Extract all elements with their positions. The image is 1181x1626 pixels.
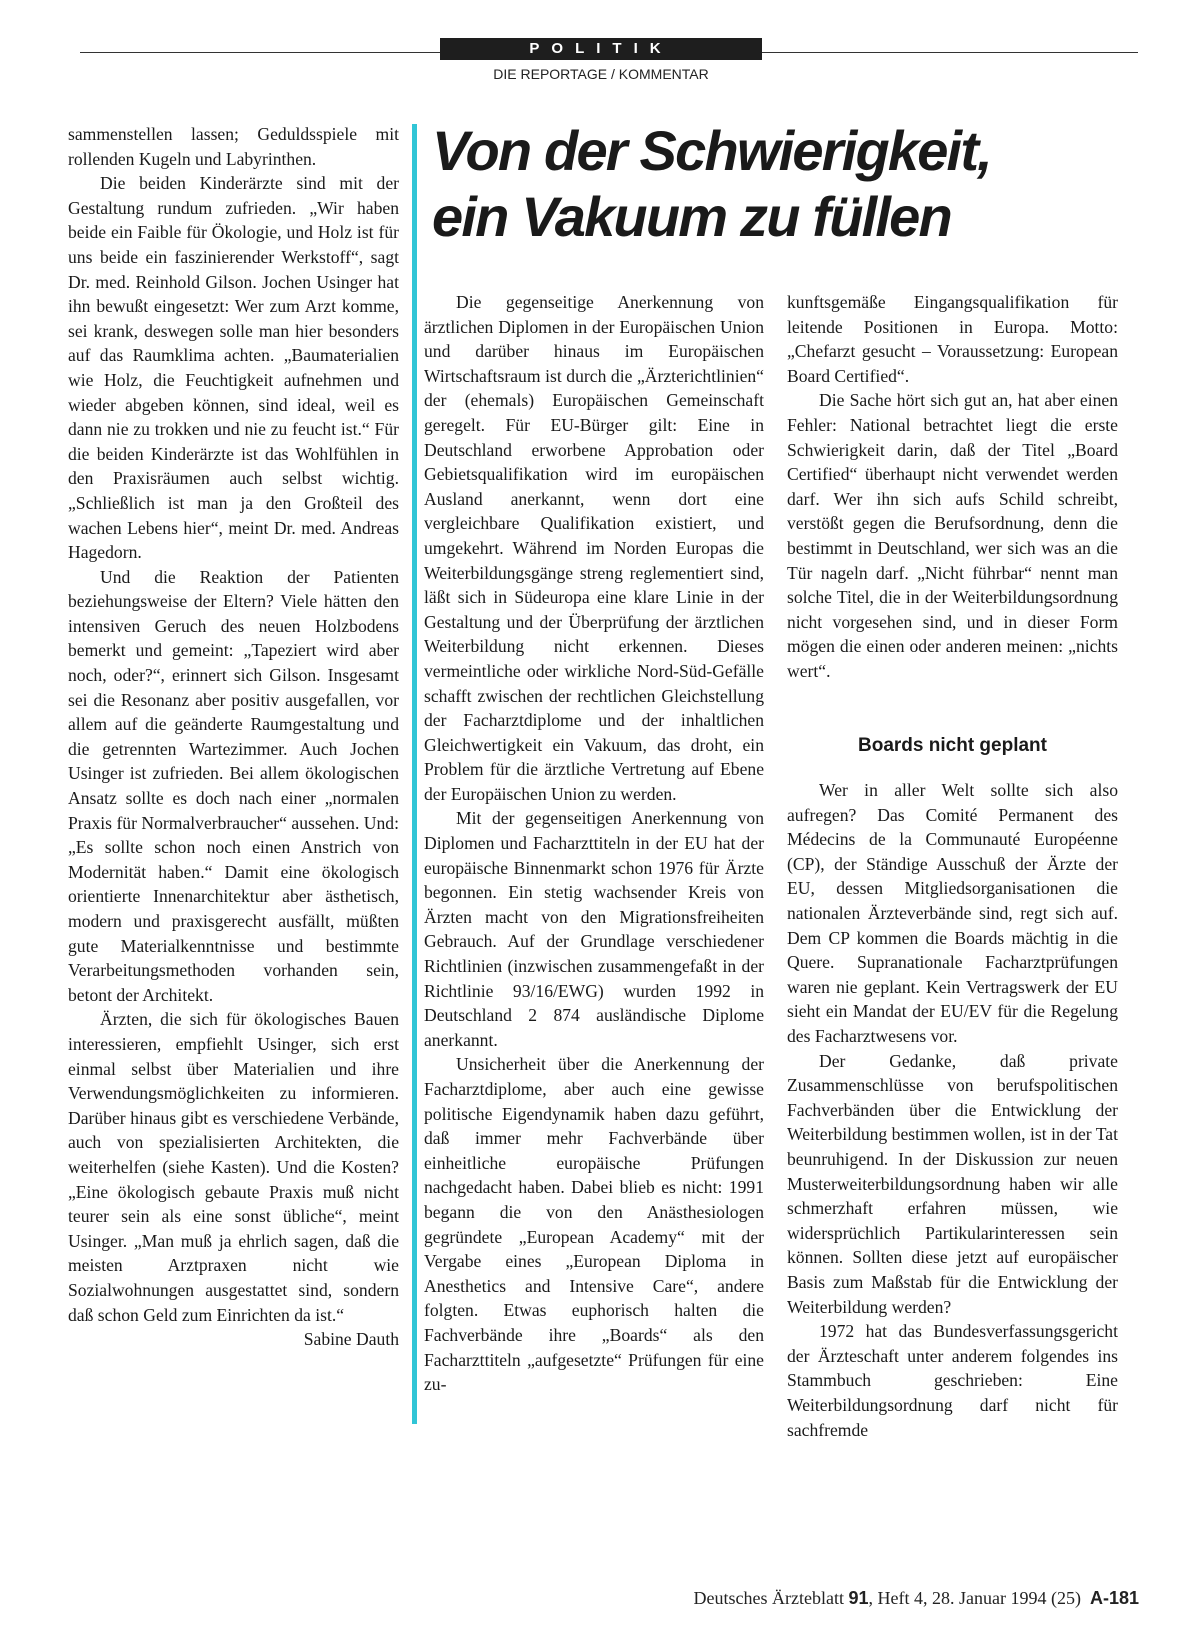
paragraph: Wer in aller Welt sollte sich also aufregen? Das Comité Permanent des Médecins de la Communauté Européenne (CP), der Ständige Ausschuß der Ärzte der EU, dessen Mitgliedsorganisationen die nationalen Ärzteverbände sind, regt sich auf. Dem CP kommen die Boards mächtig in die Quere. Supranationale Facharztprüfungen waren nie geplant. Kein Vertragswerk der EU sieht ein Mandat der EU/EV für die Regelung des Facharztwesens vor. <box>787 780 1118 1047</box>
paragraph: Die Sache hört sich gut an, hat aber einen Fehler: National betrachtet liegt die erste Schwierigkeit darin, daß der Titel „Board Certified“ überhaupt nicht verwendet werden darf. Wer ihn sich aufs Schild schreibt, verstößt gegen die Berufsordnung, denn die bestimmt in Deutschland, wer sich was an die Tür nageln darf. „Nicht führbar“ nennt man solche Titel, die in der Weiterbildungsordnung nicht vorgesehen sind, und in dieser Form mögen die einen oder anderen meinen: „nichts wert“. <box>787 390 1118 681</box>
headline-line-1: Von der Schwierigkeit, <box>432 119 991 182</box>
author-byline: Sabine Dauth <box>303 1329 399 1350</box>
paragraph: Unsicherheit über die Anerkennung der Facharztdiplome, aber auch eine gewisse politische Eigendynamik haben dazu geführt, daß immer mehr Fachverbände über einheitliche europäische Prüfungen nachgedacht haben. Dabei blieb es nicht: 1991 begann die von den Anästhesiologen gegründete „European Academy“ mit der Vergabe eines „European Diploma in Anesthetics and Intensive Care“, andere folgten. Etwas euphorisch halten die Fachverbände ihre „Boards“ als den Facharzttiteln „aufgesetzte“ Prüfungen für eine zu- <box>424 1054 764 1395</box>
paragraph: Die gegenseitige Anerkennung von ärztlichen Diplomen in der Europäischen Union und darüber hinaus im Europäischen Wirtschaftsraum ist durch die „Ärzterichtlinien“ der (ehemals) Europäischen Gemeinschaft geregelt. Für EU-Bürger gilt: Eine in Deutschland erworbene Approbation oder Gebietsqualifikation wird im europäischen Ausland anerkannt, wenn dort eine vergleichbare Qualifikation existiert, und umgekehrt. Während im Norden Europas die Weiterbildungsgänge streng reglementiert sind, läßt sich in Südeuropa eine klare Linie in der Gestaltung und der Überprüfung der ärztlichen Weiterbildung nicht erkennen. Dieses vermeintliche oder wirkliche Nord-Süd-Gefälle schafft zwischen der rechtlichen Gleichstellung der Facharztdiplome und der inhaltlichen Gleichwertigkeit ein Vakuum, das droht, ein Problem für die ärztliche Vertretung auf Ebene der Europäischen Union zu werden. <box>424 292 764 804</box>
paragraph <box>68 1007 399 1350</box>
paragraph: Mit der gegenseitigen Anerkennung von Diplomen und Facharzttiteln in der EU hat der europäische Binnenmarkt schon 1976 für Ärzte begonnen. Ein stetig wachsender Kreis von Ärzten macht von den Migrationsfreiheiten Gebrauch. Auf der Grundlage verschiedener Richtlinien (inzwischen zusammengefaßt in der Richtlinie 93/16/EWG) wurden 1992 in Deutschland 2 874 ausländische Diplome anerkannt. <box>424 808 764 1050</box>
paragraph: sammenstellen lassen; Geduldsspiele mit rollenden Kugeln und Labyrinthen. <box>68 124 399 169</box>
paragraph-text: Ärzten, die sich für ökologisches Bauen interessieren, empfiehlt Usinger, sich erst einmal selbst über Materialien und ihre Verwendungsmöglichkeiten zu informieren. Darüber hinaus gibt es verschiedene Verbände, auch von spezialisierten Architekten, die weiterhelfen (siehe Kasten). Und die Kosten? „Eine ökologisch gebaute Praxis muß nicht teurer sein als eine sonst übliche“, meint Usinger. „Man muß ja ehrlich sagen, daß die meisten Arztpraxen nicht wie Sozialwohnungen ausgestattet sind, sondern daß schon Geld zum Einrichten da ist.“ <box>68 1009 399 1325</box>
section-label: POLITIK <box>440 38 762 60</box>
issue-date: , Heft 4, 28. Januar 1994 (25) <box>868 1588 1081 1608</box>
paragraph: Der Gedanke, daß private Zusammenschlüsse von berufspolitischen Fachverbänden über die Entwicklung der Weiterbildung bestimmen wollen, ist in der Tat beunruhigend. In der Diskussion zur neuen Musterweiterbildungsordnung haben wir alle schmerzhaft erfahren müssen, wie widersprüchlich Partikularinteressen sein können. Sollten diese jetzt auf europäischer Basis zum Maßstab für die Entwicklung der Weiterbildung werden? <box>787 1050 1118 1317</box>
section-subtitle: DIE REPORTAGE / KOMMENTAR <box>493 66 709 82</box>
paragraph: 1972 hat das Bundesverfassungsgericht der Ärzteschaft unter anderem folgendes ins Stammbuch geschrieben: Eine Weiterbildungsordnung darf nicht für sachfremde <box>787 1321 1118 1440</box>
volume-number: 91 <box>848 1588 869 1608</box>
commentary-column-2 <box>787 290 1118 1442</box>
commentary-subheading: Boards nicht geplant <box>858 734 1047 756</box>
page-footer <box>694 1588 1139 1609</box>
headline-line-2: ein Vakuum zu füllen <box>432 185 951 248</box>
commentary-accent-bar <box>412 124 417 1424</box>
paragraph: Die beiden Kinderärzte sind mit der Gestaltung rundum zufrieden. „Wir haben beide ein Faible für Ökologie, und Holz ist für uns beide ein faszinierender Werkstoff“, sagt Dr. med. Reinhold Gilson. Jochen Usinger hat ihn bewußt eingesetzt: Wer zum Arzt komme, sei krank, deswegen solle man hier besonders auf das Raumklima achten. „Baumaterialien wie Holz, die Feuchtigkeit aufnehmen und wieder abgeben können, sind ideal, weil es dann nie zu trokken und nie zu feucht ist.“ Für die beiden Kinderärzte ist das Wohlfühlen in den Praxisräumen auch selbst wichtig. „Schließlich ist man ja den Großteil des wachen Lebens hier“, meint Dr. med. Andreas Hagedorn. <box>68 173 399 563</box>
paragraph: Und die Reaktion der Patienten beziehungsweise der Eltern? Viele hätten den intensiven Geruch des neuen Holzbodens bemerkt und gemeint: „Tapeziert wird aber noch, oder?“, erinnert sich Gilson. Insgesamt sei die Resonanz aber positiv ausgefallen, vor allem auf die geänderte Raumgestaltung und die getrennten Wartezimmer. Auch Jochen Usinger ist zufrieden. Bei allem ökologischen Ansatz sollte es doch nach einer „normalen Praxis für Normalverbraucher“ aussehen. Und: „Es sollte schon noch einen Anstrich von Modernität haben.“ Damit eine ökologisch orientierte Innenarchitektur aber ästhetisch, modern und praxisgerecht ausfällt, müßten gute Materialkenntnisse und bestimmte Verarbeitungsmethoden vorhanden sein, betont der Architekt. <box>68 566 399 1005</box>
commentary-column-1 <box>424 290 764 1397</box>
reportage-column <box>68 122 399 1352</box>
paragraph: kunftsgemäße Eingangsqualifikation für leitende Positionen in Europa. Motto: „Chefarzt gesucht – Voraussetzung: European Board Certified“. <box>787 292 1118 386</box>
journal-name: Deutsches Ärzteblatt <box>693 1588 844 1608</box>
page-number: A-181 <box>1089 1588 1139 1608</box>
commentary-headline <box>432 118 1132 250</box>
